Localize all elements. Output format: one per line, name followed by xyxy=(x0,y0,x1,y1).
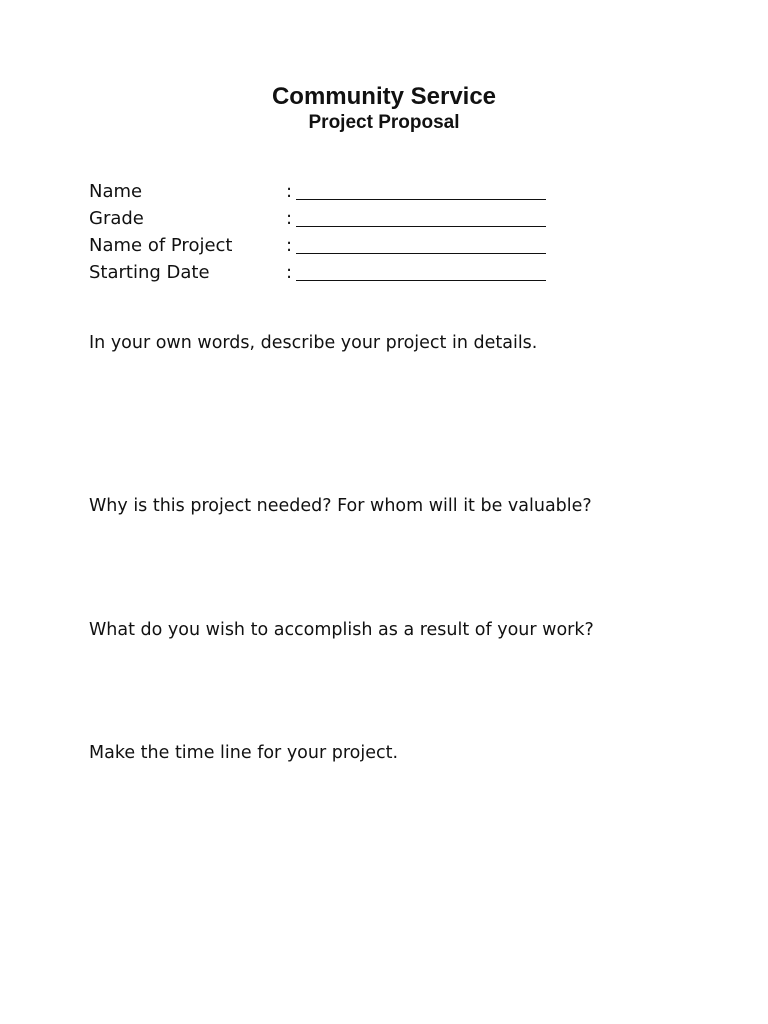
document-subtitle: Project Proposal xyxy=(308,112,460,133)
field-label: Name xyxy=(89,181,143,202)
field-grade xyxy=(89,205,546,232)
field-colon: : xyxy=(286,235,293,256)
grade-blank-line[interactable] xyxy=(296,225,546,227)
field-colon: : xyxy=(286,181,293,202)
document-title: Community Service xyxy=(271,83,497,110)
field-label: Grade xyxy=(89,208,144,229)
question-accomplish: What do you wish to accomplish as a result of your work? xyxy=(89,620,594,640)
field-label: Starting Date xyxy=(89,262,210,283)
field-project-name xyxy=(89,232,546,259)
project-name-blank-line[interactable] xyxy=(296,252,546,254)
form-fields xyxy=(89,178,546,286)
field-label: Name of Project xyxy=(89,235,233,256)
field-starting-date xyxy=(89,259,546,286)
name-blank-line[interactable] xyxy=(296,198,546,200)
field-colon: : xyxy=(286,262,293,283)
field-name xyxy=(89,178,546,205)
question-time-line: Make the time line for your project. xyxy=(89,743,399,763)
question-describe-project: In your own words, describe your project in details. xyxy=(89,333,538,353)
field-colon: : xyxy=(286,208,293,229)
starting-date-blank-line[interactable] xyxy=(296,279,546,281)
question-project-need: Why is this project needed? For whom will it be valuable? xyxy=(89,496,592,516)
